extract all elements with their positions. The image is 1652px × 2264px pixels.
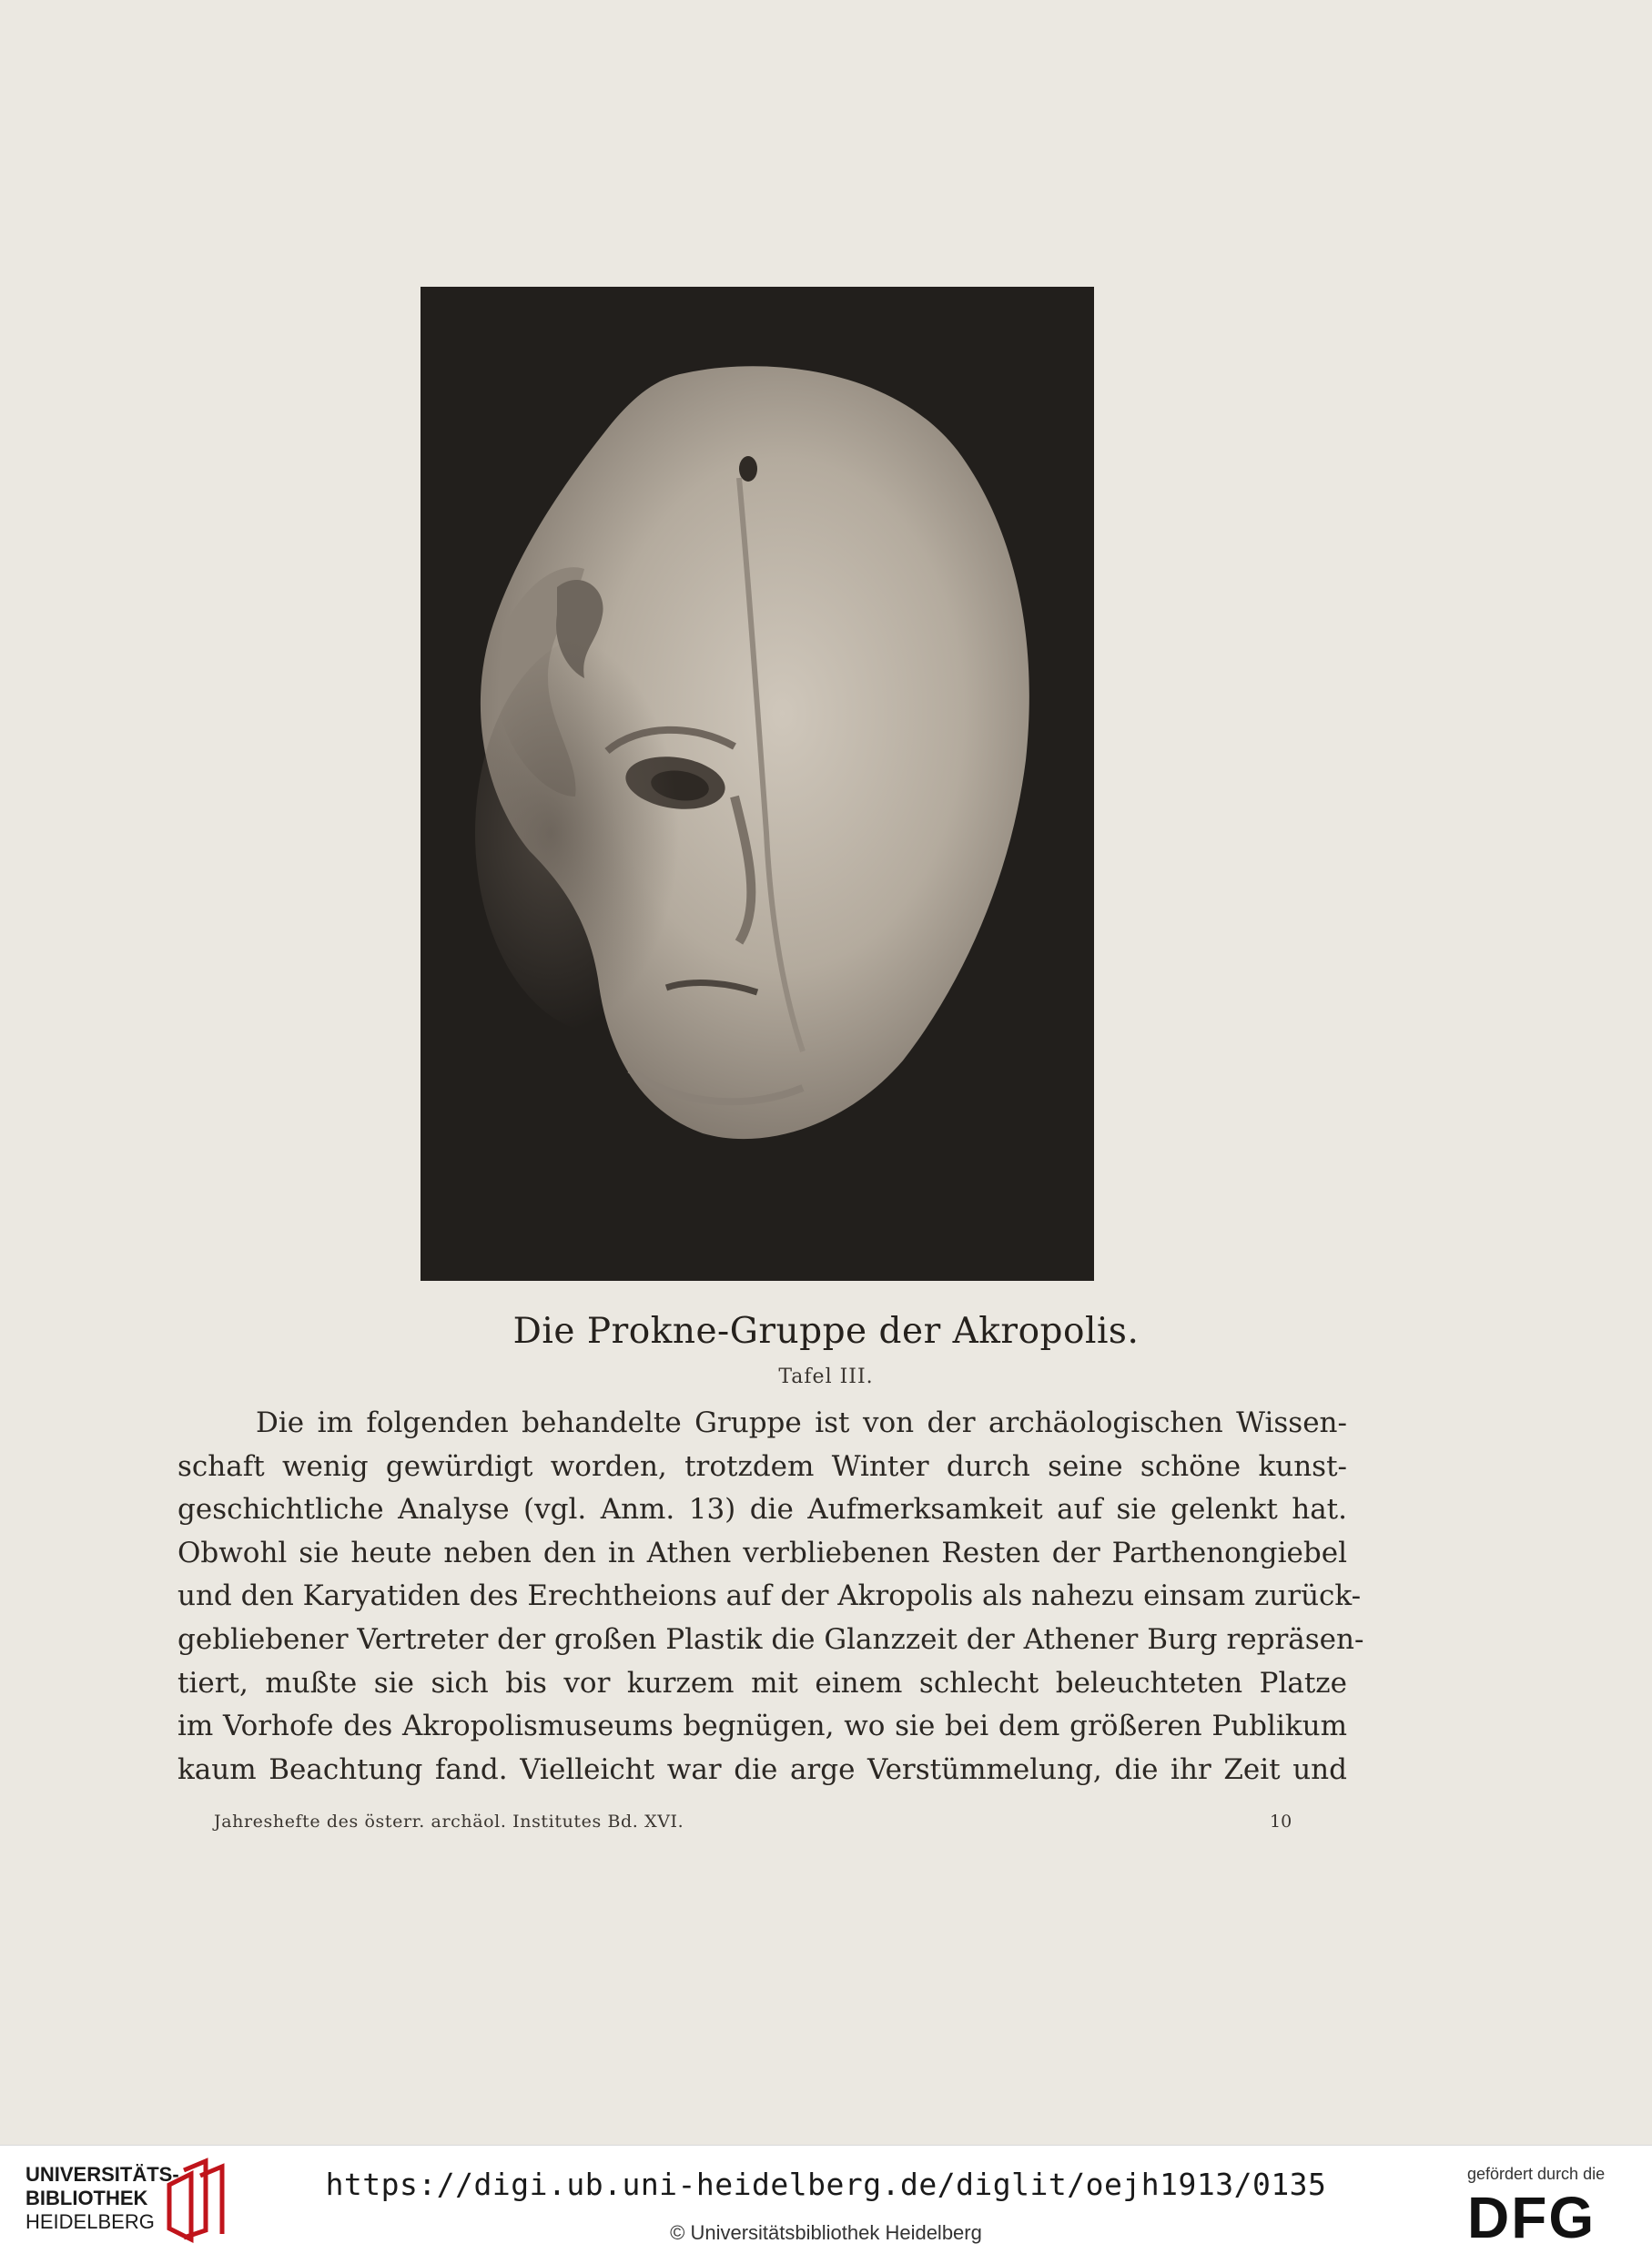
text-line: im Vorhofe des Akropolismuseums begnügen, wo sie bei dem größeren Publikum [177, 1710, 1347, 1743]
funder-label: gefördert durch die [1467, 2165, 1606, 2183]
article-title: Die Prokne-Gruppe der Akropolis. [512, 1311, 1140, 1352]
copyright-notice: © Universitätsbibliothek Heidelberg [670, 2221, 982, 2244]
library-name-line: UNIVERSITÄTS- [25, 2163, 179, 2186]
text-line: kaum Beachtung fand. Vielleicht war die arge Verstümmelung, die ihr Zeit und [177, 1752, 1347, 1786]
journal-footer: Jahreshefte des österr. archäol. Institutes Bd. XVI. [214, 1812, 684, 1832]
text-line: gebliebener Vertreter der großen Plastik die Glanzzeit der Athener Burg repräsen- [177, 1622, 1364, 1656]
text-line: tiert, mußte sie sich bis vor kurzem mit einem schlecht beleuchteten Platze [177, 1666, 1347, 1700]
sculpture-photograph [421, 287, 1094, 1281]
plate-reference: Tafel III. [778, 1366, 874, 1388]
permalink-url[interactable]: https://digi.ub.uni-heidelberg.de/diglit/oejh1913/0135 [325, 2167, 1327, 2202]
digitization-banner [0, 2145, 1652, 2264]
dfg-logo[interactable]: DFG [1467, 2185, 1596, 2250]
signature-mark: 10 [1270, 1812, 1292, 1832]
text-line: und den Karyatiden des Erechtheions auf der Akropolis als nahezu einsam zurück- [177, 1579, 1362, 1613]
text-line: schaft wenig gewürdigt worden, trotzdem Winter durch seine schöne kunst- [177, 1449, 1347, 1483]
text-line: Obwohl sie heute neben den in Athen verbliebenen Resten der Parthenongiebel [177, 1536, 1347, 1569]
body-text [177, 1402, 1364, 1792]
text-line: Die im folgenden behandelte Gruppe ist von der archäologischen Wissen- [256, 1406, 1347, 1439]
library-name-line: BIBLIOTHEK [25, 2187, 148, 2209]
text-line: geschichtliche Analyse (vgl. Anm. 13) die Aufmerksamkeit auf sie gelenkt hat. [177, 1493, 1347, 1527]
marble-head-image [421, 287, 1094, 1281]
library-name-line: HEIDELBERG [25, 2210, 155, 2233]
